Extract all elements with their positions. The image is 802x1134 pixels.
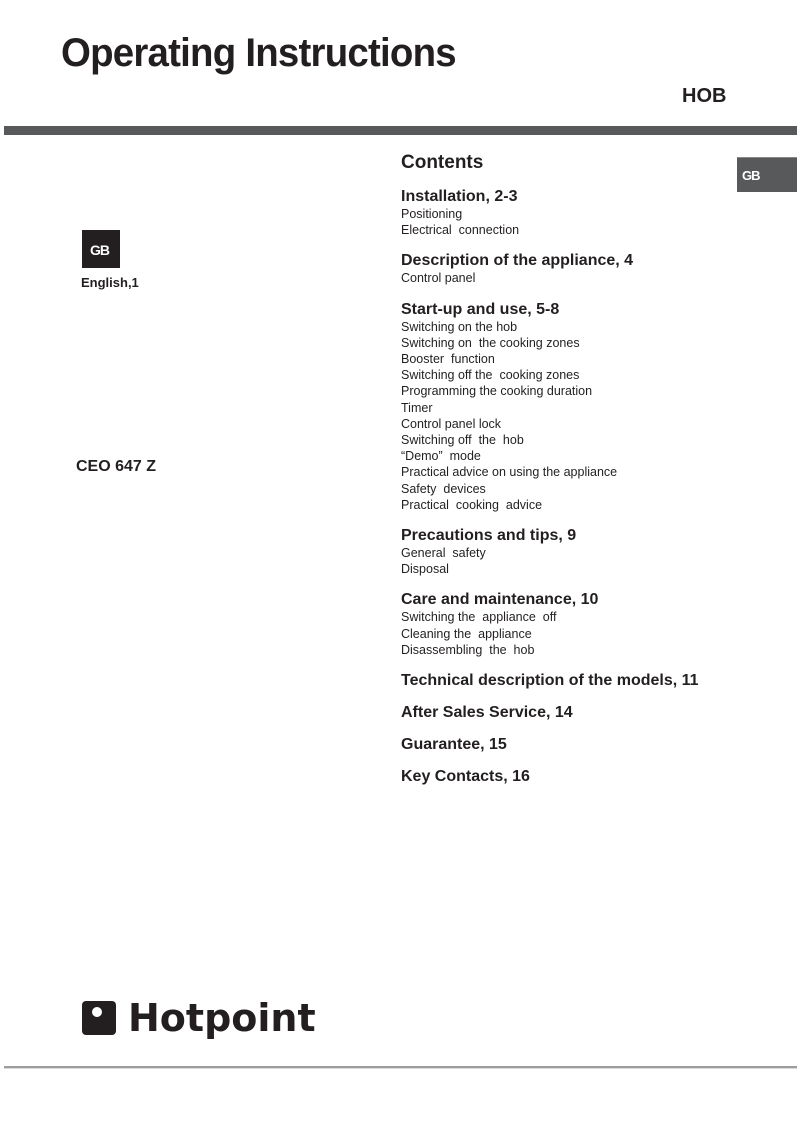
header-divider-bar (4, 126, 797, 135)
toc-item: General safety (401, 546, 486, 561)
toc-heading: Description of the appliance, 4 (401, 252, 634, 270)
toc-item: “Demo” mode (401, 449, 481, 464)
toc-heading: Care and maintenance, 10 (401, 591, 599, 609)
hotpoint-logo (82, 996, 316, 1040)
product-type: HOB (682, 85, 727, 107)
toc-item: Programming the cooking duration (401, 384, 593, 399)
toc-section-guarantee (401, 735, 731, 754)
toc-section-precautions (401, 526, 731, 577)
language-badge-code: GB (90, 242, 109, 258)
toc-item: Practical advice on using the appliance (401, 465, 618, 480)
toc-item: Electrical connection (401, 223, 520, 238)
toc-item: Switching off the hob (401, 433, 524, 448)
document-title: Operating Instructions (61, 31, 456, 75)
toc-section-description (401, 251, 731, 286)
toc-item: Switching on the cooking zones (401, 335, 580, 350)
toc-item: Safety devices (401, 481, 486, 496)
toc-item: Switching on the hob (401, 319, 518, 334)
toc-heading: Guarantee, 15 (401, 736, 507, 754)
toc-section-key-contacts (401, 767, 731, 786)
toc-heading: Precautions and tips, 9 (401, 527, 577, 545)
toc-item: Cleaning the appliance (401, 626, 532, 641)
toc-section-startup (401, 300, 731, 513)
toc-item: Switching the appliance off (401, 610, 557, 625)
toc-item: Control panel lock (401, 416, 502, 431)
toc-item: Timer (401, 400, 433, 415)
language-tab (737, 157, 797, 192)
footer-divider (4, 1066, 797, 1069)
toc-item: Disassembling the hob (401, 642, 535, 657)
hotpoint-square-dot-icon (82, 1001, 116, 1035)
language-badge (82, 230, 120, 268)
toc-item: Practical cooking advice (401, 497, 543, 512)
toc-item: Control panel (401, 271, 476, 286)
toc-heading: Key Contacts, 16 (401, 768, 530, 786)
contents-title: Contents (401, 152, 484, 173)
language-label: English,1 (81, 275, 139, 290)
brand-name: Hotpoint (128, 996, 316, 1040)
toc-section-care (401, 590, 731, 658)
toc-section-after-sales (401, 703, 731, 722)
language-tab-code: GB (742, 168, 760, 183)
toc-item: Positioning (401, 207, 463, 221)
toc-section-installation (401, 187, 731, 238)
toc-heading: Start-up and use, 5-8 (401, 300, 560, 318)
toc-item: Switching off the cooking zones (401, 368, 580, 383)
toc-heading: Installation, 2-3 (401, 188, 518, 205)
toc-section-technical (401, 671, 731, 690)
toc-item: Booster function (401, 352, 495, 367)
table-of-contents (401, 152, 731, 786)
toc-item: Disposal (401, 562, 449, 577)
model-number: CEO 647 Z (76, 458, 157, 475)
toc-heading: Technical description of the models, 11 (401, 672, 699, 690)
toc-heading: After Sales Service, 14 (401, 704, 573, 722)
